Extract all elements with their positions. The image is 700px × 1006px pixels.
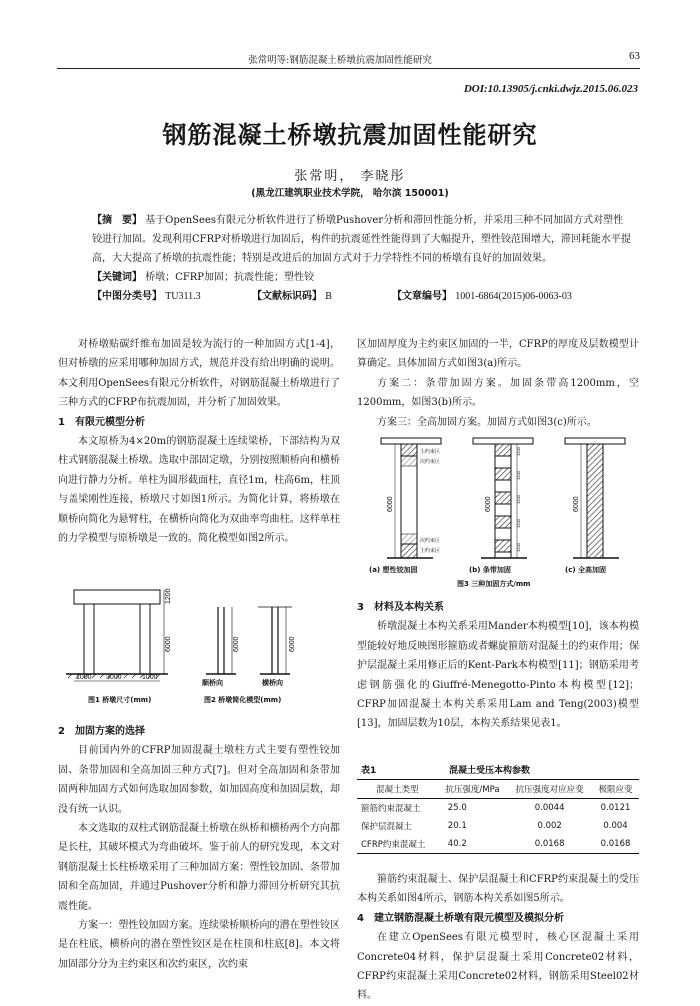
section-1-title: 1 有限元模型分析 (58, 416, 145, 428)
after-table-paragraph: 箍筋约束混凝土、保护层混凝土和CFRP约束混凝土的受压本构关系如图4所示，钢筋本构关系如图5所示。 (357, 874, 639, 905)
fig3c-column-wrapped (587, 444, 603, 558)
keywords: 桥墩；CFRP加固；抗震性能；塑性铰 (145, 272, 315, 283)
section-2-p1: 目前国内外的CFRP加固混凝土墩柱方式主要有塑性铰加固、条带加固和全高加固三种方式[7]。但对全高加固和条带加固两种加固方式如何选取加固参数，如加固高度和加固层数，却没有统一认识。 (58, 745, 340, 815)
right-column-top (357, 335, 639, 432)
clc-label: 【中图分类号】 (92, 291, 162, 302)
section-1-text: 本文原桥为4×20m的钢筋混凝土连续梁桥，下部结构为双柱式钢筋混凝土桥墩。选取中部固定墩，分别按照顺桥向和横桥向进行静力分析。单柱为圆形截面柱，直径1m，柱高6m，柱顶与盖梁刚性连接，桥墩尺寸如图1所示。为简化计算，将桥墩在顺桥向简化为悬臂柱，在横桥向简化为双曲率弯曲柱。这样单柱的力学模型与原桥墩是一致的。简化模型如图2所示。 (58, 436, 340, 545)
fig3-sub-b: (b) 条带加固 (469, 566, 511, 574)
table-1-number: 表1 (361, 766, 377, 776)
header-rule (57, 68, 640, 69)
right-p3: 方案三：全高加固方案。加固方式如图3(c)所示。 (377, 416, 597, 428)
page-number: 63 (629, 50, 640, 62)
table-row (357, 835, 639, 854)
fig1-dim-middle: 3000 (106, 674, 122, 681)
keywords-row (92, 268, 632, 287)
fig3-sub-c: (c) 全高加固 (565, 566, 606, 574)
fig3a-label-main-bottom: 主约束区 (420, 548, 441, 554)
fig3a-sub-zone-top (401, 456, 417, 466)
table-cell: 0.0168 (600, 839, 631, 849)
right-column-mid (357, 598, 639, 734)
fig3b-strip-dim-2: 1200 (516, 471, 521, 480)
table-header-row (357, 780, 639, 799)
fig3a-main-zone-bottom (401, 544, 417, 558)
table-cell: 0.0168 (534, 839, 565, 849)
right-p2: 方案二：条带加固方案。加固条带高1200mm，空1200mm，如图3(b)所示。 (357, 377, 639, 409)
table-1-block (357, 763, 639, 854)
table-cell: CFRP约束混凝土 (361, 840, 426, 850)
fig3a-label-sub-bottom: 次约束区 (420, 538, 441, 544)
section-4-title: 4 建立钢筋混凝土桥墩有限元模型及模拟分析 (357, 912, 564, 924)
fig3a-dim-height: 6000 (387, 496, 394, 512)
table-1-heading (357, 763, 639, 779)
fig3a-main-zone-top (401, 444, 417, 456)
table-row (357, 817, 639, 835)
table-1-title: 混凝土受压本构参数 (449, 766, 531, 776)
table-header: 抗压强度/MPa (445, 785, 500, 795)
fig3a-sub-zone-bottom (401, 534, 417, 544)
fig1-dim-left: 1000 (76, 674, 92, 681)
section-2-p3: 方案一：塑性铰加固方案。连续梁桥顺桥向的潜在塑性铰区是在柱底，横桥向的潜在塑性铰区是在柱顶和柱底[8]。本文将加固部分分为主约束区和次约束区，次约束 (58, 920, 340, 970)
section-2-p2: 本文选取的双柱式钢筋混凝土桥墩在纵桥和横桥两个方向都是长柱，其破坏模式为弯曲破坏。鉴于前人的研究发现，本文对钢筋混凝土长柱桥墩采用了三种加固方案：塑性铰加固、条带加固和全高加固，并通过Pushover分析和静力滞回分析研究其抗震性能。 (58, 823, 340, 912)
figure-3-drawing (357, 432, 639, 590)
fig3b-strip-1 (495, 444, 511, 456)
fig3b-strip-dim-1: 1200 (516, 447, 521, 456)
fig1-cap-beam (74, 590, 160, 604)
fig3a-label-sub-top: 次约束区 (420, 459, 441, 465)
right-column-bottom (357, 870, 639, 1006)
paper-title: 钢筋混凝土桥墩抗震加固性能研究 (162, 121, 538, 149)
fig3b-strip-5 (495, 540, 511, 552)
figure-1-caption: 图1 桥墩尺寸(mm) (88, 696, 152, 704)
table-cell: 箍筋约束混凝土 (361, 804, 421, 814)
keywords-label: 【关键词】 (92, 272, 142, 283)
table-cell: 0.0121 (600, 803, 631, 813)
abstract-label: 【摘 要】 (92, 215, 142, 226)
fig2-dim-height-b: 6000 (289, 636, 296, 652)
right-p1: 区加固厚度为主约束区加固的一半，CFRP的厚度及层数模型计算确定。具体加固方式如图3(a)所示。 (357, 339, 639, 370)
fig3b-strip-dim-5: 1200 (516, 543, 521, 552)
fig3b-strip-dim-3: 1200 (516, 495, 521, 504)
intro-paragraph: 对桥墩贴碳纤维布加固是较为流行的一种加固方式[1-4]，但对桥墩的应采用哪种加固方式，规范并没有给出明确的说明。本文利用OpenSees有限元分析软件，对钢筋混凝土桥墩进行了三种方式的CFRP布抗震加固，并分析了加固效果。 (58, 339, 340, 409)
table-row (357, 799, 639, 818)
fig3c-dim-height: 6000 (573, 496, 580, 512)
figure-1-2-drawing (58, 582, 340, 712)
running-title: 张常明等:钢筋混凝土桥墩抗震加固性能研究 (248, 55, 432, 66)
section-3-text: 桥墩混凝土本构关系采用Mander本构模型[10]，该本构模型能较好地反映图形箍筋或者螺旋箍筋对混凝土的约束作用；保护层混凝土采用修正后的Kent-Park本构模型[11]；钢筋采用考虑钢筋强化的Giuffré-Menegotto-Pinto本构模型[12]；CFRP加固混凝土本构关系采用Lam and Teng(2003)模型[13]，加固层数为10层，本构关系结果见表1。 (357, 621, 639, 730)
table-cell: 25.0 (447, 803, 467, 813)
fig3b-dim-height: 6000 (485, 496, 492, 512)
table-cell: 20.1 (447, 821, 467, 831)
fig3b-strip-3 (495, 492, 511, 504)
fig2-dim-height-a: 6000 (233, 636, 240, 652)
figure-2-caption: 图2 桥墩简化模型(mm) (204, 696, 282, 704)
fig3-sub-a: (a) 塑性铰加固 (369, 566, 418, 574)
table-cell: 0.004 (603, 821, 628, 831)
left-column-bottom (58, 722, 340, 974)
fig1-dim-right: 1000 (142, 674, 158, 681)
table-cell: 保护层混凝土 (361, 822, 413, 832)
left-column-top (58, 335, 340, 548)
table-cell: 0.0044 (534, 803, 565, 813)
table-1 (357, 779, 639, 854)
table-header: 混凝土类型 (376, 785, 419, 795)
fig1-dim-height: 6000 (165, 636, 172, 652)
table-header: 极限应变 (598, 785, 633, 795)
doc-code: B (325, 291, 332, 302)
table-cell: 0.002 (537, 821, 562, 831)
classification-row (92, 287, 632, 306)
table-cell: 40.2 (447, 839, 467, 849)
fig3a-label-main-top: 主约束区 (420, 449, 441, 455)
fig1-dim-top: 1200 (165, 588, 172, 604)
doc-code-label: 【文献标识码】 (252, 291, 322, 302)
fig2-label-longitudinal: 顺桥向 (202, 679, 223, 687)
doi: DOI:10.13905/j.cnki.dwjz.2015.06.023 (463, 83, 638, 95)
fig3b-strip-dim-4: 1200 (516, 519, 521, 528)
authors: 张常明， 李晓彤 (294, 169, 406, 184)
fig3b-strip-4 (495, 516, 511, 528)
figure-3-caption: 图3 三种加固方式/mm (457, 580, 531, 588)
table-header: 抗压强度对应应变 (515, 785, 584, 795)
section-3-title: 3 材料及本构关系 (357, 602, 444, 613)
clc-code: TU311.3 (165, 291, 201, 302)
section-4-text: 在建立OpenSees有限元模型时，核心区混凝土采用Concrete04材料，保护层混凝土采用Concrete02材料，CFRP约束混凝土采用Concrete02材料，钢筋采用Steel02材料。 (357, 932, 639, 1002)
affiliation: (黑龙江建筑职业技术学院， 哈尔滨 150001) (251, 188, 449, 199)
abstract (92, 211, 632, 306)
fig3b-strip-2 (495, 468, 511, 480)
abstract-text: 基于OpenSees有限元分析软件进行了桥墩Pushover分析和滞回性能分析，并采用三种不同加固方式对塑性铰进行加固。发现利用CFRP对桥墩进行加固后，构件的抗震延性性能得到了大幅提升，塑性铰范围增大，滞回耗能水平提高，大大提高了桥墩的抗震性能；特别是改进后的加固方式对于力学特性不同的桥墩有良好的加固效果。 (92, 215, 631, 264)
article-id: 1001-6864(2015)06-0063-03 (455, 291, 572, 302)
section-2-title: 2 加固方案的选择 (58, 726, 145, 737)
article-id-label: 【文章编号】 (392, 291, 452, 302)
fig2-label-transverse: 横桥向 (262, 679, 283, 687)
